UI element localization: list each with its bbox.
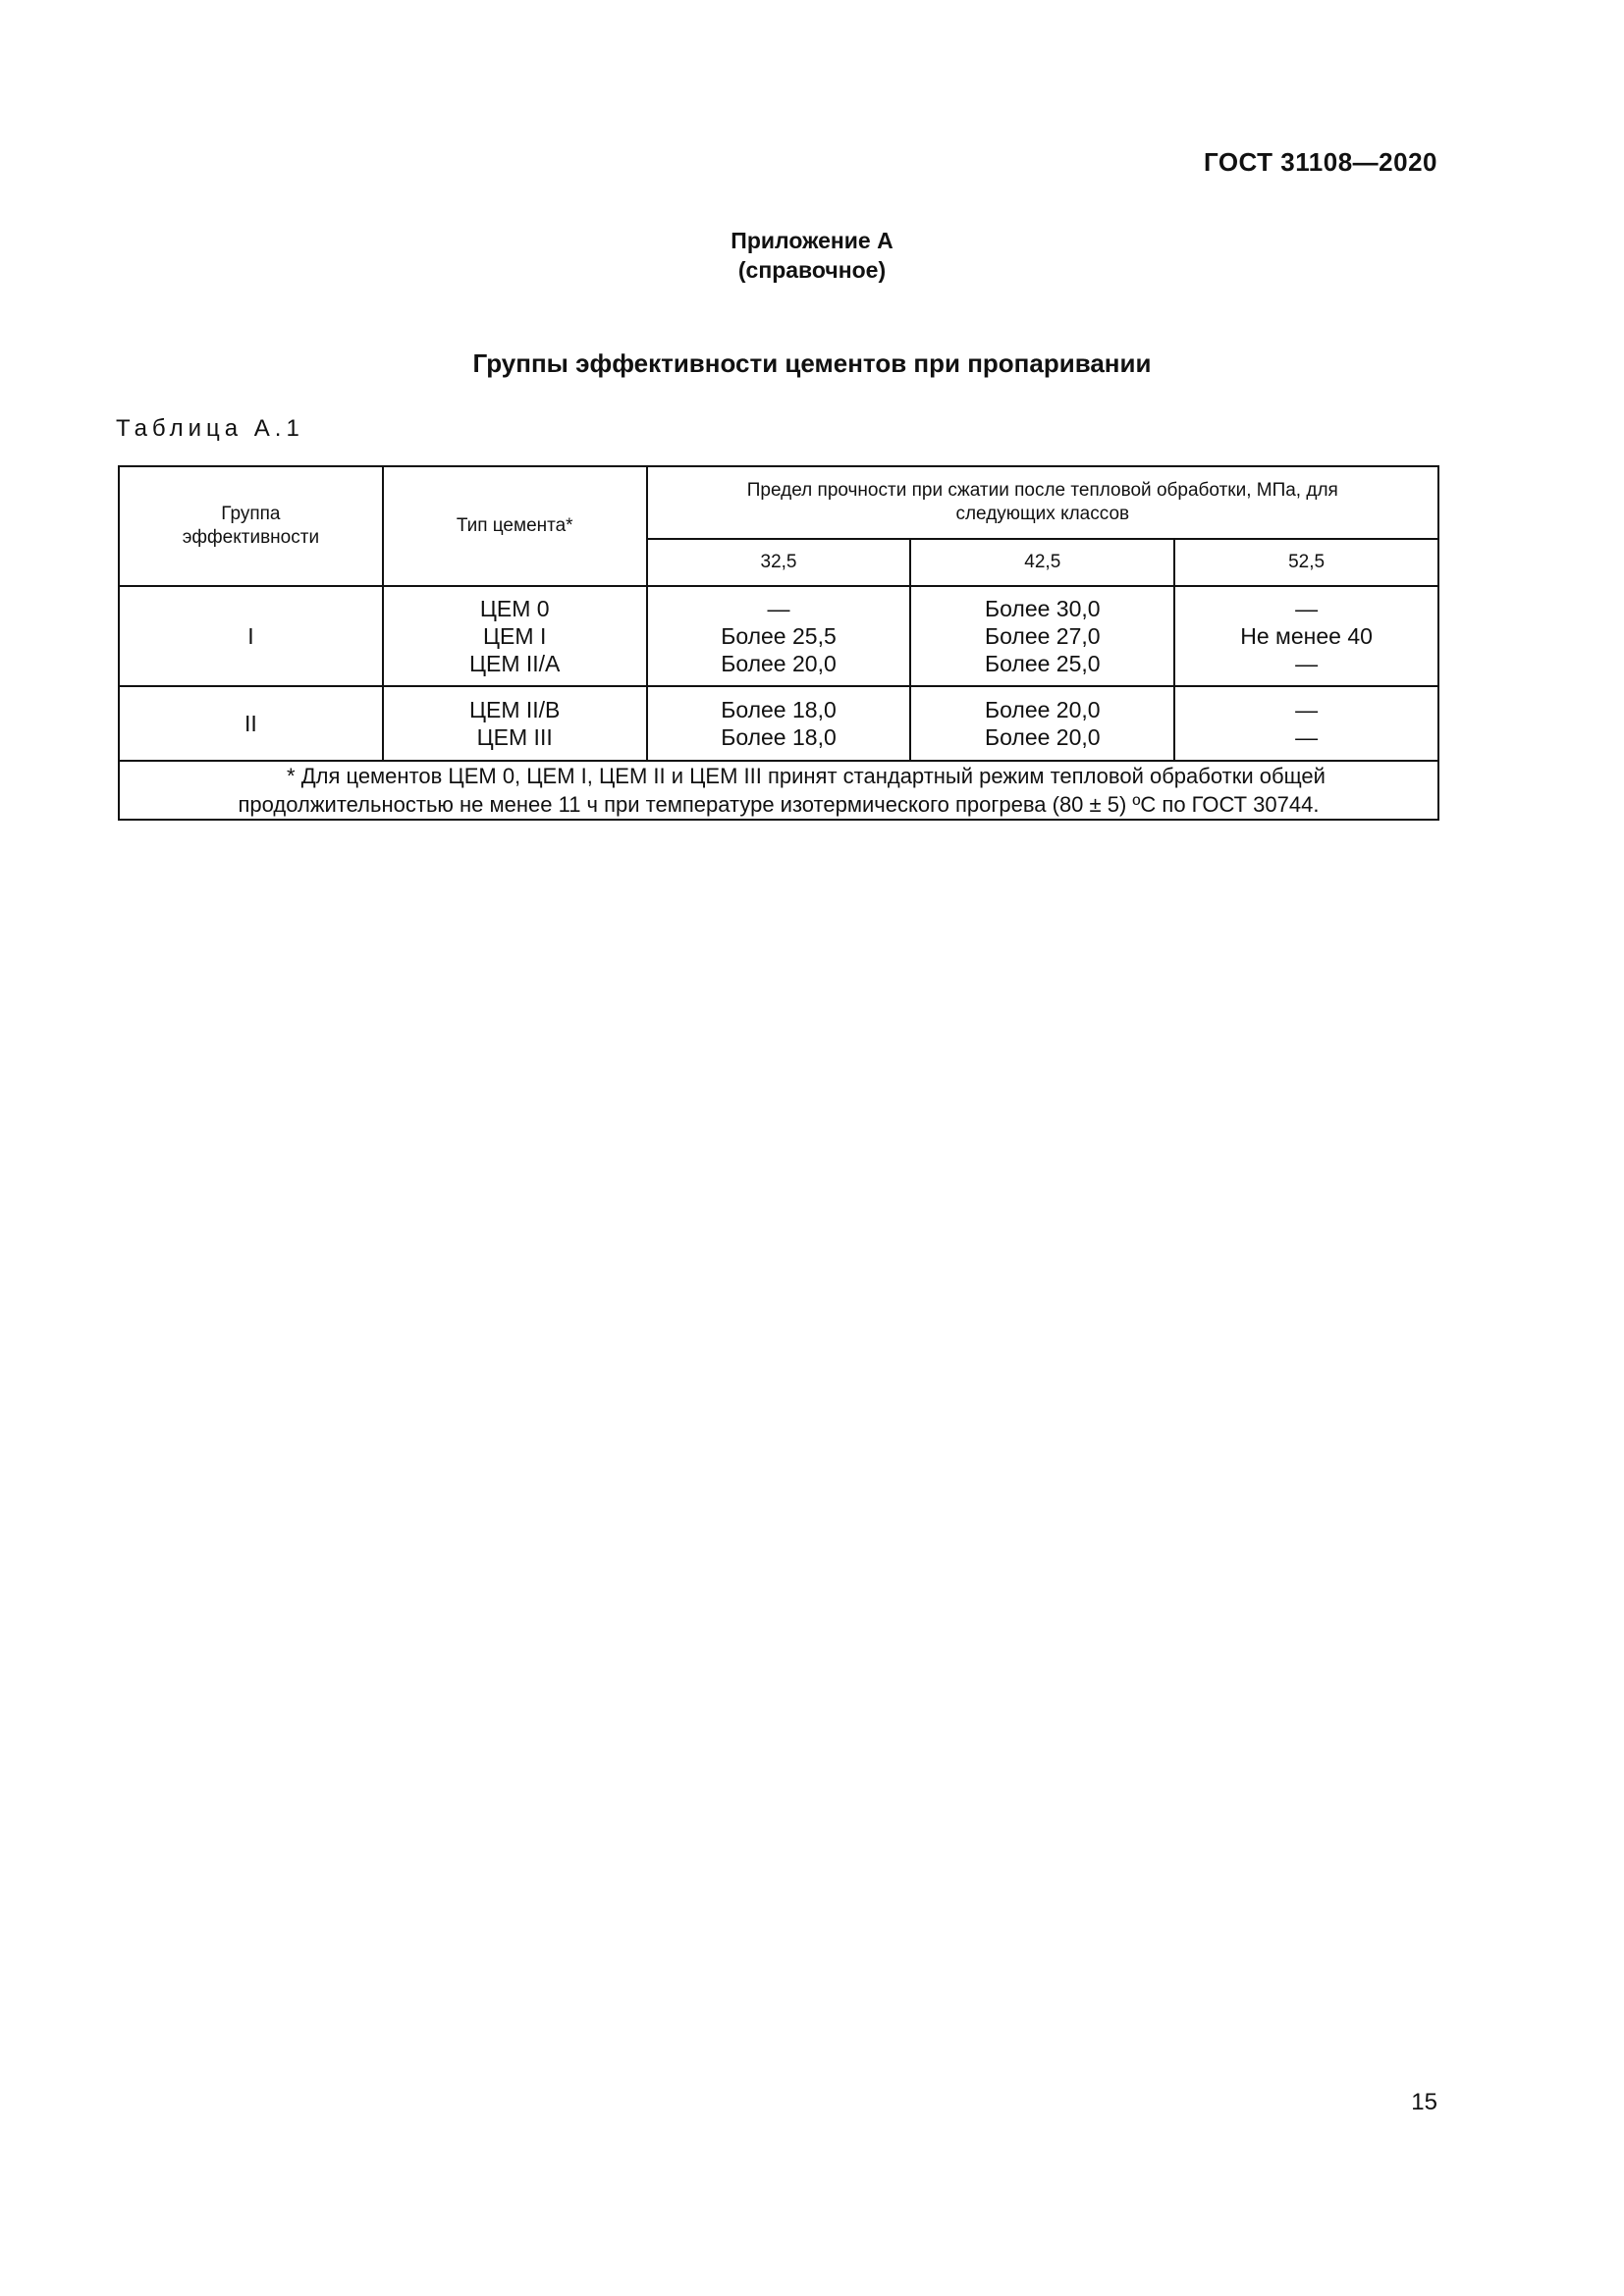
cell-line: — xyxy=(767,596,790,621)
table-header-row xyxy=(119,466,1438,539)
cell-line: Более 18,0 xyxy=(721,697,837,722)
cell-line: ЦЕМ I xyxy=(483,623,547,649)
cell-line: Более 25,5 xyxy=(721,623,837,649)
cell-line: ЦЕМ II/В xyxy=(468,697,561,722)
cell-class-52-5 xyxy=(1174,686,1438,761)
cell-class-32-5 xyxy=(647,586,911,686)
cell-line: — xyxy=(1295,596,1319,621)
table-footnote xyxy=(119,761,1438,820)
header-strength: Предел прочности при сжатии после тепловой обработки, МПа, для следующих классов xyxy=(647,466,1438,539)
cell-line: Более 20,0 xyxy=(721,651,837,676)
header-group: Группа эффективности xyxy=(119,466,383,586)
appendix-title: Приложение А xyxy=(731,228,893,253)
cell-line: — xyxy=(1295,651,1319,676)
cell-line: — xyxy=(1295,697,1319,722)
cell-group: II xyxy=(119,686,383,761)
header-class-52-5: 52,5 xyxy=(1174,539,1438,586)
cell-line: Более 18,0 xyxy=(721,724,837,750)
cell-cement-types xyxy=(383,586,647,686)
cement-efficiency-table xyxy=(118,465,1439,821)
table-row xyxy=(119,586,1438,686)
cell-class-42-5 xyxy=(910,686,1174,761)
table-row xyxy=(119,686,1438,761)
footnote-text: * Для цементов ЦЕМ 0, ЦЕМ I, ЦЕМ II и ЦЕМ III принят стандартный режим тепловой обработки общей продолжительностью не менее 11 ч при температуре изотермического прогрева (80 ± 5) ºС по ГОСТ 30744. xyxy=(238,764,1326,817)
cell-group: I xyxy=(119,586,383,686)
section-title: Группы эффективности цементов при пропаривании xyxy=(472,348,1152,378)
cell-line: — xyxy=(1295,724,1319,750)
cell-line: Не менее 40 xyxy=(1240,623,1373,649)
cell-line: Более 20,0 xyxy=(985,724,1101,750)
header-class-32-5: 32,5 xyxy=(647,539,911,586)
cell-line: Более 20,0 xyxy=(985,697,1101,722)
header-class-42-5: 42,5 xyxy=(910,539,1174,586)
table-footnote-row xyxy=(119,761,1438,820)
cell-class-32-5 xyxy=(647,686,911,761)
cell-line: Более 27,0 xyxy=(985,623,1101,649)
document-code: ГОСТ 31108—2020 xyxy=(1203,147,1437,177)
cell-cement-types xyxy=(383,686,647,761)
page-number: 15 xyxy=(1411,2089,1437,2115)
appendix-subtitle: (справочное) xyxy=(737,257,887,283)
table-label: Таблица А.1 xyxy=(116,415,304,442)
cell-line: Более 25,0 xyxy=(985,651,1101,676)
cell-line: ЦЕМ 0 xyxy=(479,596,550,621)
cell-class-42-5 xyxy=(910,586,1174,686)
cell-line: Более 30,0 xyxy=(985,596,1101,621)
cell-line: ЦЕМ II/А xyxy=(468,651,561,676)
header-cement-type: Тип цемента* xyxy=(383,466,647,586)
appendix-heading xyxy=(0,226,1624,285)
cell-class-52-5 xyxy=(1174,586,1438,686)
cell-line: ЦЕМ III xyxy=(476,724,553,750)
